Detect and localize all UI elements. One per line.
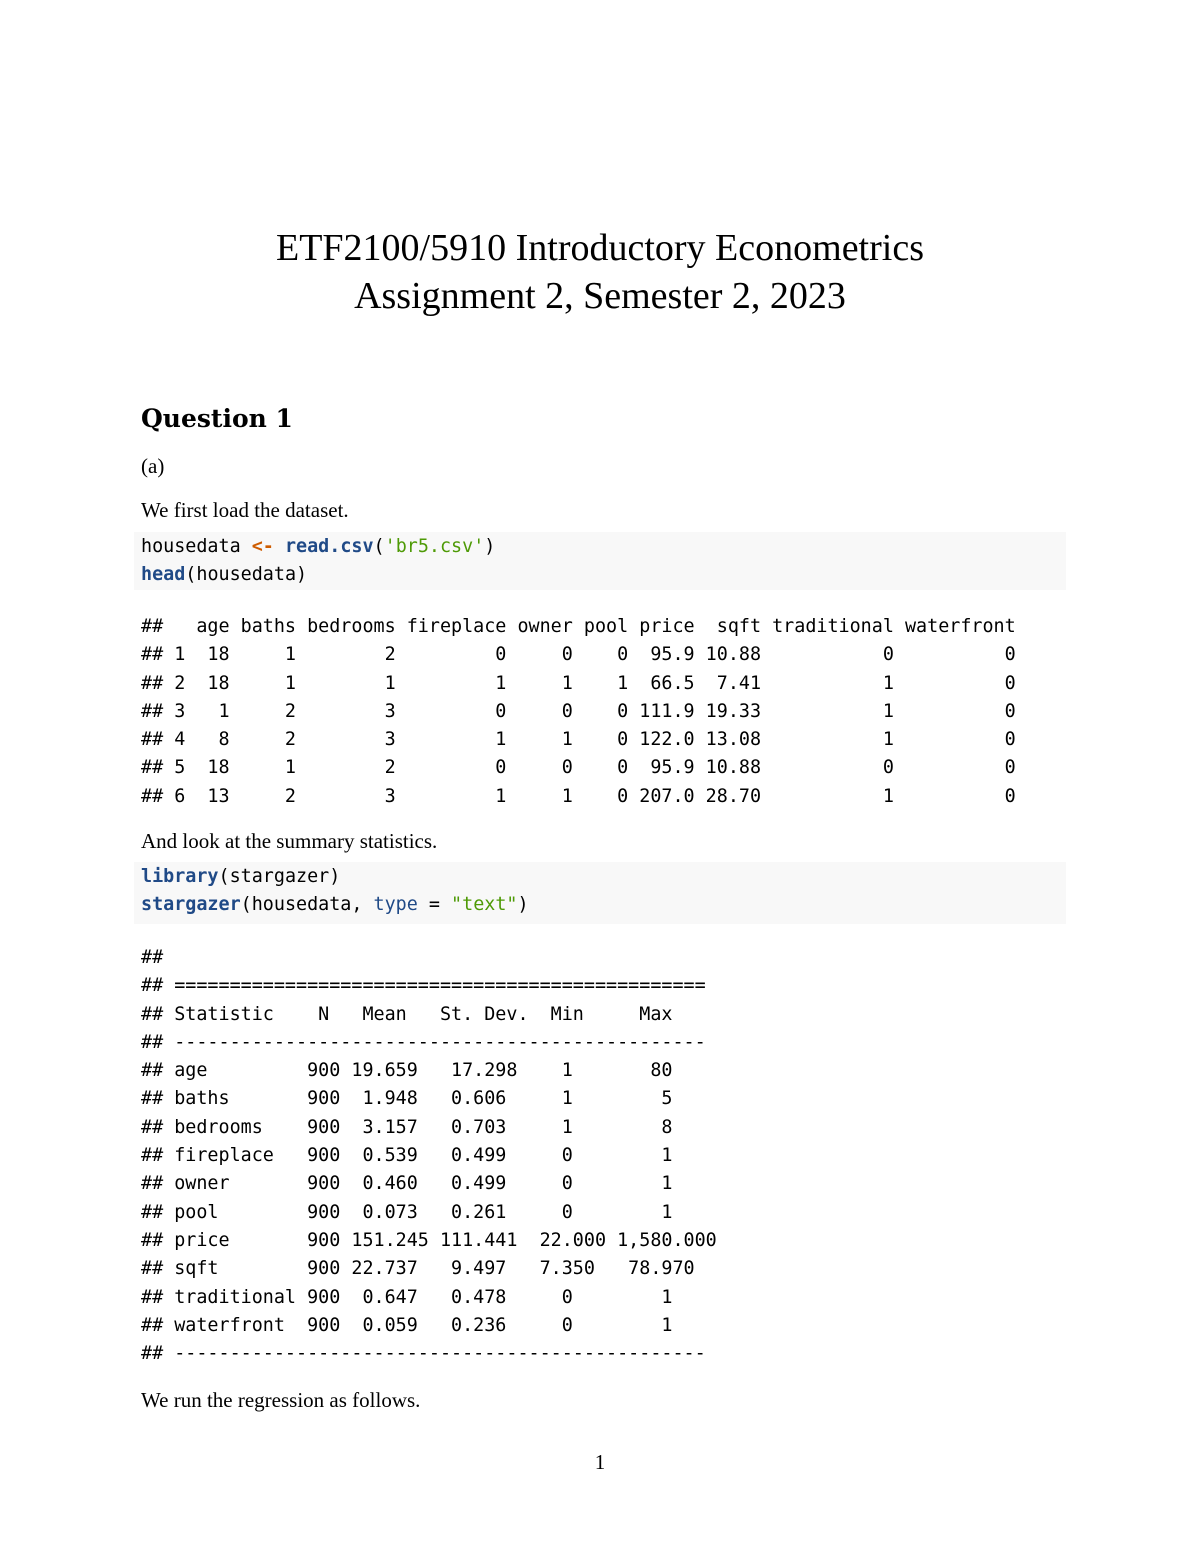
code-token: type bbox=[373, 894, 418, 916]
code-token: library bbox=[141, 866, 219, 887]
document-title-line1: ETF2100/5910 Introductory Econometrics bbox=[276, 227, 924, 269]
code-token: (housedata) bbox=[185, 564, 308, 586]
document-title-line2: Assignment 2, Semester 2, 2023 bbox=[354, 275, 846, 317]
code-token: <- bbox=[251, 536, 274, 557]
code-token: ) bbox=[484, 536, 496, 557]
page-number: 1 bbox=[594, 1450, 606, 1474]
code-token: 'br5.csv' bbox=[384, 536, 485, 557]
code-token: stargazer bbox=[141, 894, 241, 916]
code-token: "text" bbox=[451, 894, 518, 916]
code-token: housedata bbox=[141, 536, 252, 557]
code-token: head bbox=[141, 564, 186, 586]
code-token: (stargazer) bbox=[218, 866, 341, 887]
subsection-label: (a) bbox=[141, 454, 165, 478]
code-token: = bbox=[417, 894, 452, 916]
output-summary-table: ## ## ================================================ ## Statistic N Mean St. Dev. Min Max ## ------------------------------------------------ ## age 900 19.659 17.298 1 80 ## baths 900 1.948 0.606 1 5 ## bedrooms 900 3.157 0.703 1 8 ## fireplace 900 0.539 0.499 0 1 ## owner 900 0.460 0.499 0 1 ## pool 900 0.073 0.261 0 1 ## price 900 151.245 111.441 22.000 1,580.000 ## sqft 900 22.737 9.497 7.350 78.970 ## traditional 900 0.647 0.478 0 1 ## waterfront 900 0.059 0.236 0 1 ## ------------------------------------------------ bbox=[141, 947, 717, 1365]
code-token: (housedata, bbox=[240, 894, 374, 916]
code-token: ( bbox=[373, 536, 385, 557]
section-heading: Question 1 bbox=[141, 404, 293, 433]
paragraph-summary-statistics: And look at the summary statistics. bbox=[141, 829, 438, 853]
code-token bbox=[274, 536, 285, 557]
paragraph-regression: We run the regression as follows. bbox=[141, 1388, 421, 1412]
code-token: ) bbox=[517, 894, 529, 916]
code-block-load bbox=[141, 533, 495, 590]
code-block-stargazer bbox=[141, 863, 529, 920]
code-token: read.csv bbox=[284, 536, 374, 557]
paragraph-load-dataset: We first load the dataset. bbox=[141, 498, 349, 522]
output-head-table: ## age baths bedrooms fireplace owner pool price sqft traditional waterfront ## 1 18 1 2 0 0 0 95.9 10.88 0 0 ## 2 18 1 1 1 1 1 66.5 7.41 1 0 ## 3 1 2 3 0 0 0 111.9 19.33 1 0 ## 4 8 2 3 1 1 0 122.0 13.08 1 0 ## 5 18 1 2 0 0 0 95.9 10.88 0 0 ## 6 13 2 3 1 1 0 207.0 28.70 1 0 bbox=[141, 616, 1016, 807]
